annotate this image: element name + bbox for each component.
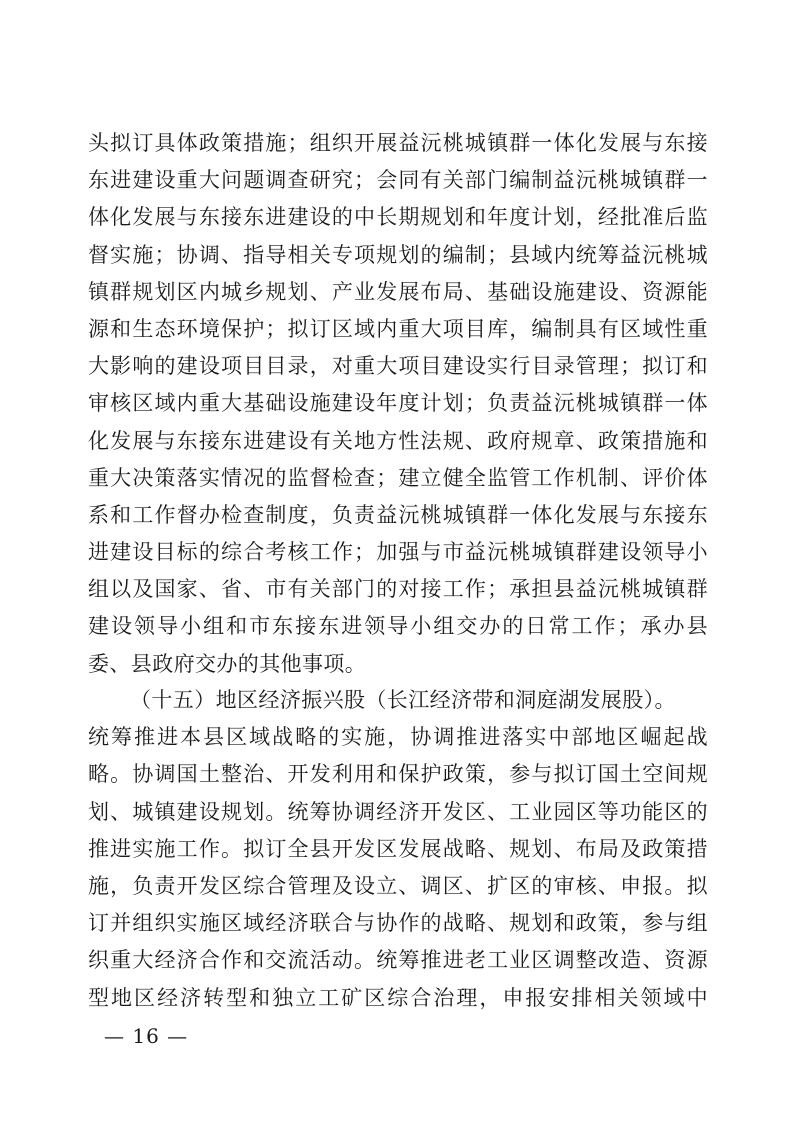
text-line: 略。协调国土整治、开发利用和保护政策，参与拟订国土空间规 [88, 762, 708, 787]
text-line: 织重大经济合作和交流活动。统筹推进老工业区调整改造、资源 [88, 948, 708, 973]
page-number: — 16 — [104, 1024, 189, 1048]
text-line: 建设领导小组和市东接东进领导小组交办的日常工作；承办县 [88, 614, 708, 639]
text-line: 头拟订具体政策措施；组织开展益沅桃城镇群一体化发展与东接 [88, 131, 708, 155]
text-line: 系和工作督办检查制度，负责益沅桃城镇群一体化发展与东接东 [88, 502, 708, 527]
text-line: 进建设目标的综合考核工作；加强与市益沅桃城镇群建设领导小 [88, 540, 708, 565]
text-line: 督实施；协调、指导相关专项规划的编制；县域内统筹益沅桃城 [88, 242, 708, 267]
text-line: 统筹推进本县区域战略的实施，协调推进落实中部地区崛起战 [88, 725, 708, 750]
text-line: 源和生态环境保护；拟订区域内重大项目库，编制具有区域性重 [88, 316, 708, 341]
text-line: 委、县政府交办的其他事项。 [88, 651, 367, 676]
paragraph-2 [88, 682, 708, 1017]
text-line: 体化发展与东接东进建设的中长期规划和年度计划，经批准后监 [88, 205, 708, 230]
text-line: 东进建设重大问题调查研究；会同有关部门编制益沅桃城镇群一 [88, 168, 708, 193]
paragraph-1 [88, 125, 708, 683]
text-line: 划、城镇建设规划。统筹协调经济开发区、工业园区等功能区的 [88, 799, 708, 824]
text-line: 化发展与东接东进建设有关地方性法规、政府规章、政策措施和 [88, 428, 708, 453]
text-line: 审核区域内重大基础设施建设年度计划；负责益沅桃城镇群一体 [88, 391, 708, 416]
text-line: 型地区经济转型和独立工矿区综合治理，申报安排相关领域中 [88, 985, 708, 1010]
text-line: 镇群规划区内城乡规划、产业发展布局、基础设施建设、资源能 [88, 279, 708, 304]
text-line: 组以及国家、省、市有关部门的对接工作；承担县益沅桃城镇群 [88, 577, 708, 602]
text-line: 重大决策落实情况的监督检查；建立健全监管工作机制、评价体 [88, 465, 708, 490]
text-line: 订并组织实施区域经济联合与协作的战略、规划和政策，参与组 [88, 911, 708, 936]
text-line: 大影响的建设项目目录，对重大项目建设实行目录管理；拟订和 [88, 354, 708, 379]
text-line: 施，负责开发区综合管理及设立、调区、扩区的审核、申报。拟 [88, 873, 708, 898]
section-heading-line: （十五）地区经济振兴股（长江经济带和洞庭湖发展股）。 [130, 688, 676, 712]
text-line: 推进实施工作。拟订全县开发区发展战略、规划、布局及政策措 [88, 836, 708, 861]
